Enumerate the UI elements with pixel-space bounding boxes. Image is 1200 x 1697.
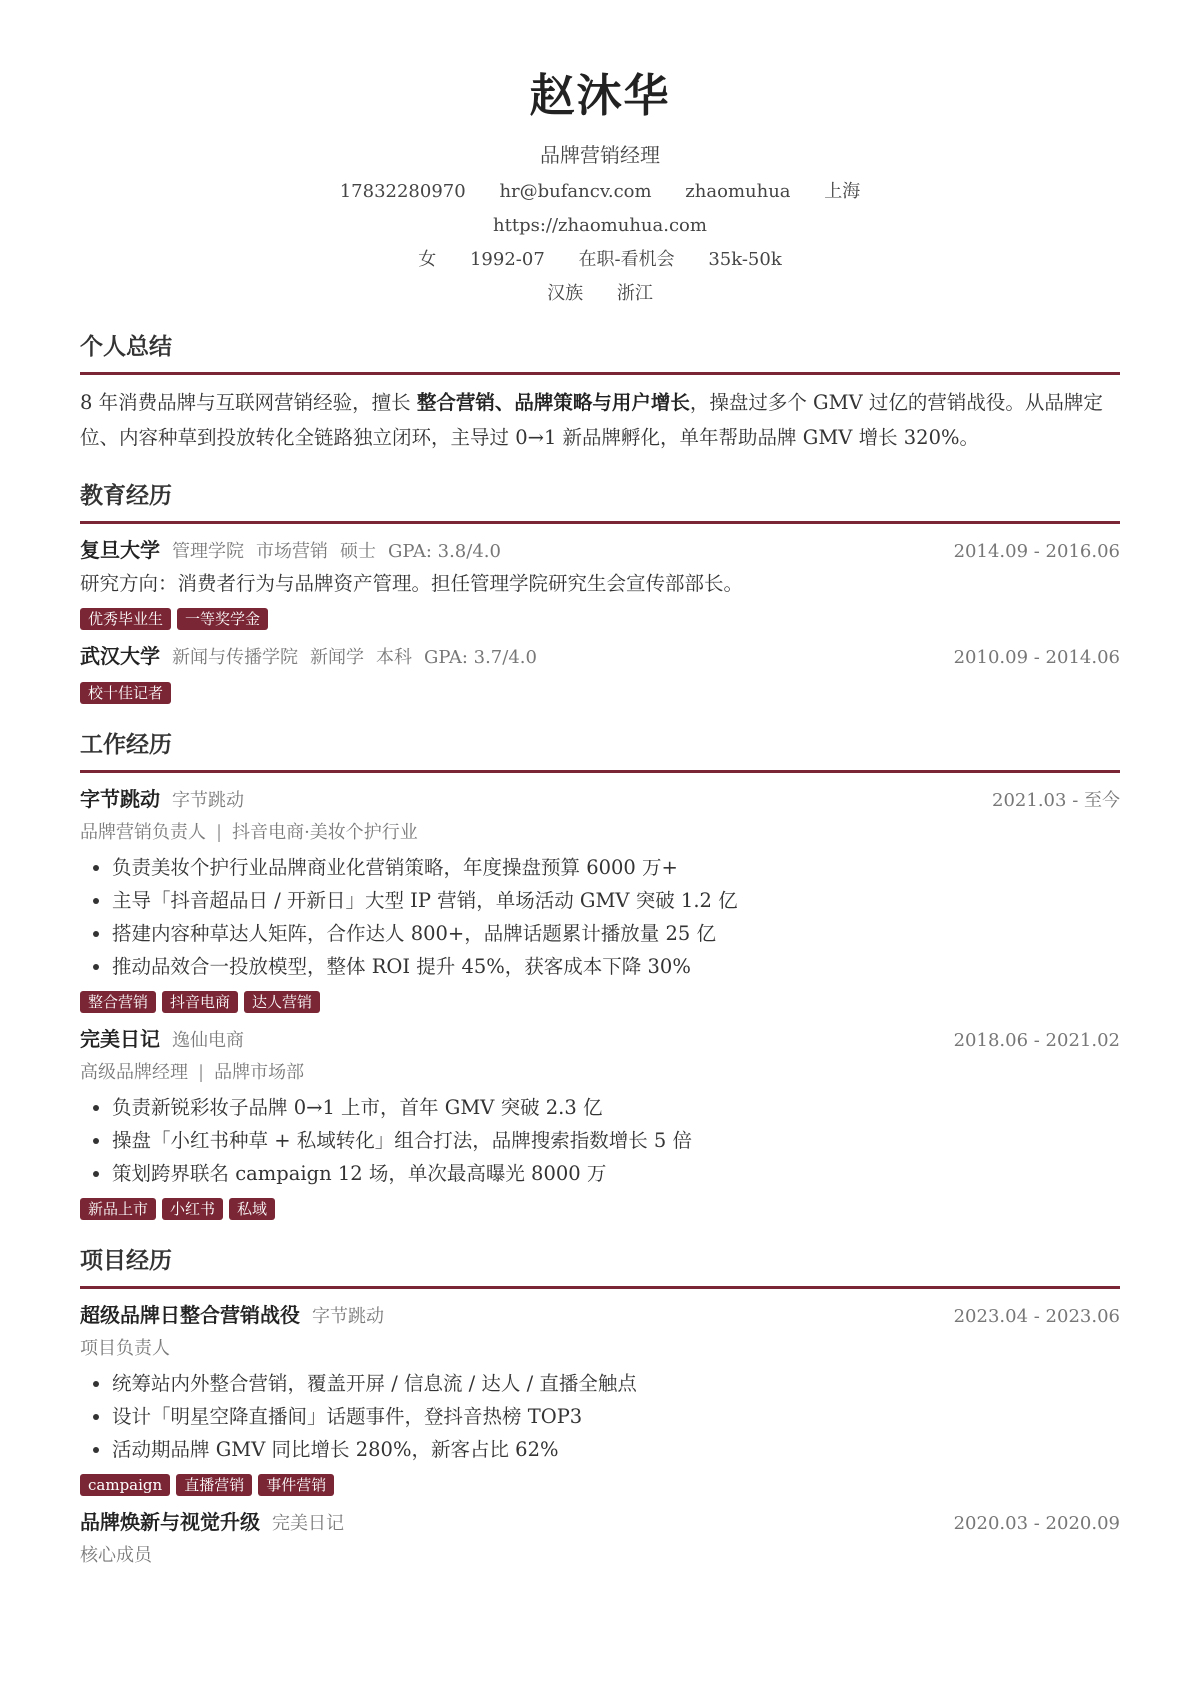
school-name: 武汉大学 (80, 644, 160, 668)
project-role: 核心成员 (80, 1545, 152, 1566)
phone-number: 17832280970 (339, 181, 466, 202)
education-entry (80, 640, 1120, 704)
section-title: 工作经历 (80, 728, 1120, 773)
tag: 私域 (229, 1198, 275, 1220)
work-entry (80, 1023, 1120, 1220)
project-role: 项目负责人 (80, 1338, 170, 1359)
work-entry (80, 783, 1120, 1013)
education-entry (80, 534, 1120, 630)
tag: 事件营销 (258, 1474, 334, 1496)
summary-text (80, 385, 1120, 455)
projects-section (80, 1244, 1120, 1572)
department: 抖音电商·美妆个护行业 (232, 822, 418, 843)
list-item: • 活动期品牌 GMV 同比增长 280%，新客占比 62% (112, 1433, 1120, 1466)
city: 上海 (824, 181, 861, 202)
origin-row (80, 282, 1120, 306)
ethnicity: 汉族 (547, 283, 584, 304)
section-title: 项目经历 (80, 1244, 1120, 1289)
company-name: 完美日记 (80, 1027, 160, 1051)
tag: 新品上市 (80, 1198, 156, 1220)
college: 管理学院 (172, 541, 244, 562)
education-section (80, 479, 1120, 704)
resume-header (80, 0, 1120, 306)
company-name: 字节跳动 (80, 787, 160, 811)
tag-list (80, 682, 1120, 704)
project-name: 品牌焕新与视觉升级 (80, 1510, 260, 1534)
job-status: 在职-看机会 (578, 249, 675, 270)
list-item: • 负责新锐彩妆子品牌 0→1 上市，首年 GMV 突破 2.3 亿 (112, 1091, 1120, 1124)
tag-list (80, 608, 1120, 630)
tag: campaign (80, 1474, 170, 1496)
salary-expectation: 35k-50k (708, 249, 782, 270)
major: 新闻学 (310, 647, 364, 668)
project-entry (80, 1299, 1120, 1496)
achievement-list (80, 851, 1120, 983)
personal-info-row (80, 248, 1120, 272)
contact-row (80, 180, 1120, 204)
company-group: 字节跳动 (172, 790, 244, 811)
website-link[interactable]: https://zhaomuhua.com (493, 215, 707, 236)
entry-date: 2018.06 - 2021.02 (953, 1030, 1120, 1051)
tag-list (80, 1474, 1120, 1496)
list-item: • 推动品效合一投放模型，整体 ROI 提升 45%，获客成本下降 30% (112, 950, 1120, 983)
summary-part: 8 年消费品牌与互联网营销经验，擅长 (80, 391, 417, 414)
tag: 小红书 (162, 1198, 223, 1220)
entry-date: 2014.09 - 2016.06 (953, 541, 1120, 562)
tag: 校十佳记者 (80, 682, 171, 704)
entry-date: 2021.03 - 至今 (992, 790, 1120, 811)
email-address: hr@bufancv.com (499, 181, 652, 202)
project-org: 完美日记 (272, 1513, 344, 1534)
list-item: • 设计「明星空降直播间」话题事件，登抖音热榜 TOP3 (112, 1400, 1120, 1433)
entry-date: 2010.09 - 2014.06 (953, 647, 1120, 668)
school-name: 复旦大学 (80, 538, 160, 562)
tag-list (80, 991, 1120, 1013)
entry-description: 研究方向：消费者行为与品牌资产管理。担任管理学院研究生会宣传部部长。 (80, 572, 744, 595)
birth-date: 1992-07 (469, 249, 545, 270)
job-role: 品牌营销负责人 (80, 822, 206, 843)
entry-date: 2023.04 - 2023.06 (953, 1306, 1120, 1327)
major: 市场营销 (256, 541, 328, 562)
summary-section (80, 330, 1120, 455)
list-item: • 操盘「小红书种草 + 私域转化」组合打法，品牌搜索指数增长 5 倍 (112, 1124, 1120, 1157)
username: zhaomuhua (685, 181, 791, 202)
candidate-title: 品牌营销经理 (540, 143, 660, 167)
college: 新闻与传播学院 (172, 647, 298, 668)
achievement-list (80, 1091, 1120, 1190)
summary-part: ，操盘过多个 GMV 过亿的营销战役。从品牌定位、内容种草到投放转化全链路独立闭环，主导过 0→1 新品牌孵化，单年帮助品牌 GMV 增长 320%。 (80, 391, 1103, 449)
degree: 硕士 (340, 541, 376, 562)
department: 品牌市场部 (214, 1062, 305, 1083)
gpa: GPA: 3.8/4.0 (388, 541, 501, 562)
section-title: 教育经历 (80, 479, 1120, 524)
tag: 整合营销 (80, 991, 156, 1013)
tag: 一等奖学金 (177, 608, 268, 630)
tag: 达人营销 (244, 991, 320, 1013)
tag: 优秀毕业生 (80, 608, 171, 630)
tag-list (80, 1198, 1120, 1220)
list-item: • 策划跨界联名 campaign 12 场，单次最高曝光 8000 万 (112, 1157, 1120, 1190)
tag: 抖音电商 (162, 991, 238, 1013)
list-item: • 主导「抖音超品日 / 开新日」大型 IP 营销，单场活动 GMV 突破 1.2 亿 (112, 884, 1120, 917)
company-group: 逸仙电商 (172, 1030, 244, 1051)
project-entry (80, 1506, 1120, 1572)
website-row (80, 214, 1120, 238)
project-name: 超级品牌日整合营销战役 (80, 1303, 300, 1327)
summary-highlight: 整合营销、品牌策略与用户增长 (416, 391, 690, 414)
work-section (80, 728, 1120, 1220)
job-role: 高级品牌经理 (80, 1062, 188, 1083)
role-line: 品牌营销负责人 | 抖音电商·美妆个护行业 (80, 822, 418, 843)
role-line: 高级品牌经理 | 品牌市场部 (80, 1062, 305, 1083)
list-item: • 负责美妆个护行业品牌商业化营销策略，年度操盘预算 6000 万+ (112, 851, 1120, 884)
hometown: 浙江 (616, 283, 653, 304)
list-item: • 搭建内容种草达人矩阵，合作达人 800+，品牌话题累计播放量 25 亿 (112, 917, 1120, 950)
gender: 女 (418, 249, 437, 270)
achievement-list (80, 1367, 1120, 1466)
project-org: 字节跳动 (312, 1306, 384, 1327)
gpa: GPA: 3.7/4.0 (424, 647, 537, 668)
section-title: 个人总结 (80, 330, 1120, 375)
list-item: • 统筹站内外整合营销，覆盖开屏 / 信息流 / 达人 / 直播全触点 (112, 1367, 1120, 1400)
entry-date: 2020.03 - 2020.09 (953, 1513, 1120, 1534)
tag: 直播营销 (176, 1474, 252, 1496)
degree: 本科 (376, 647, 412, 668)
candidate-name: 赵沐华 (529, 69, 671, 122)
